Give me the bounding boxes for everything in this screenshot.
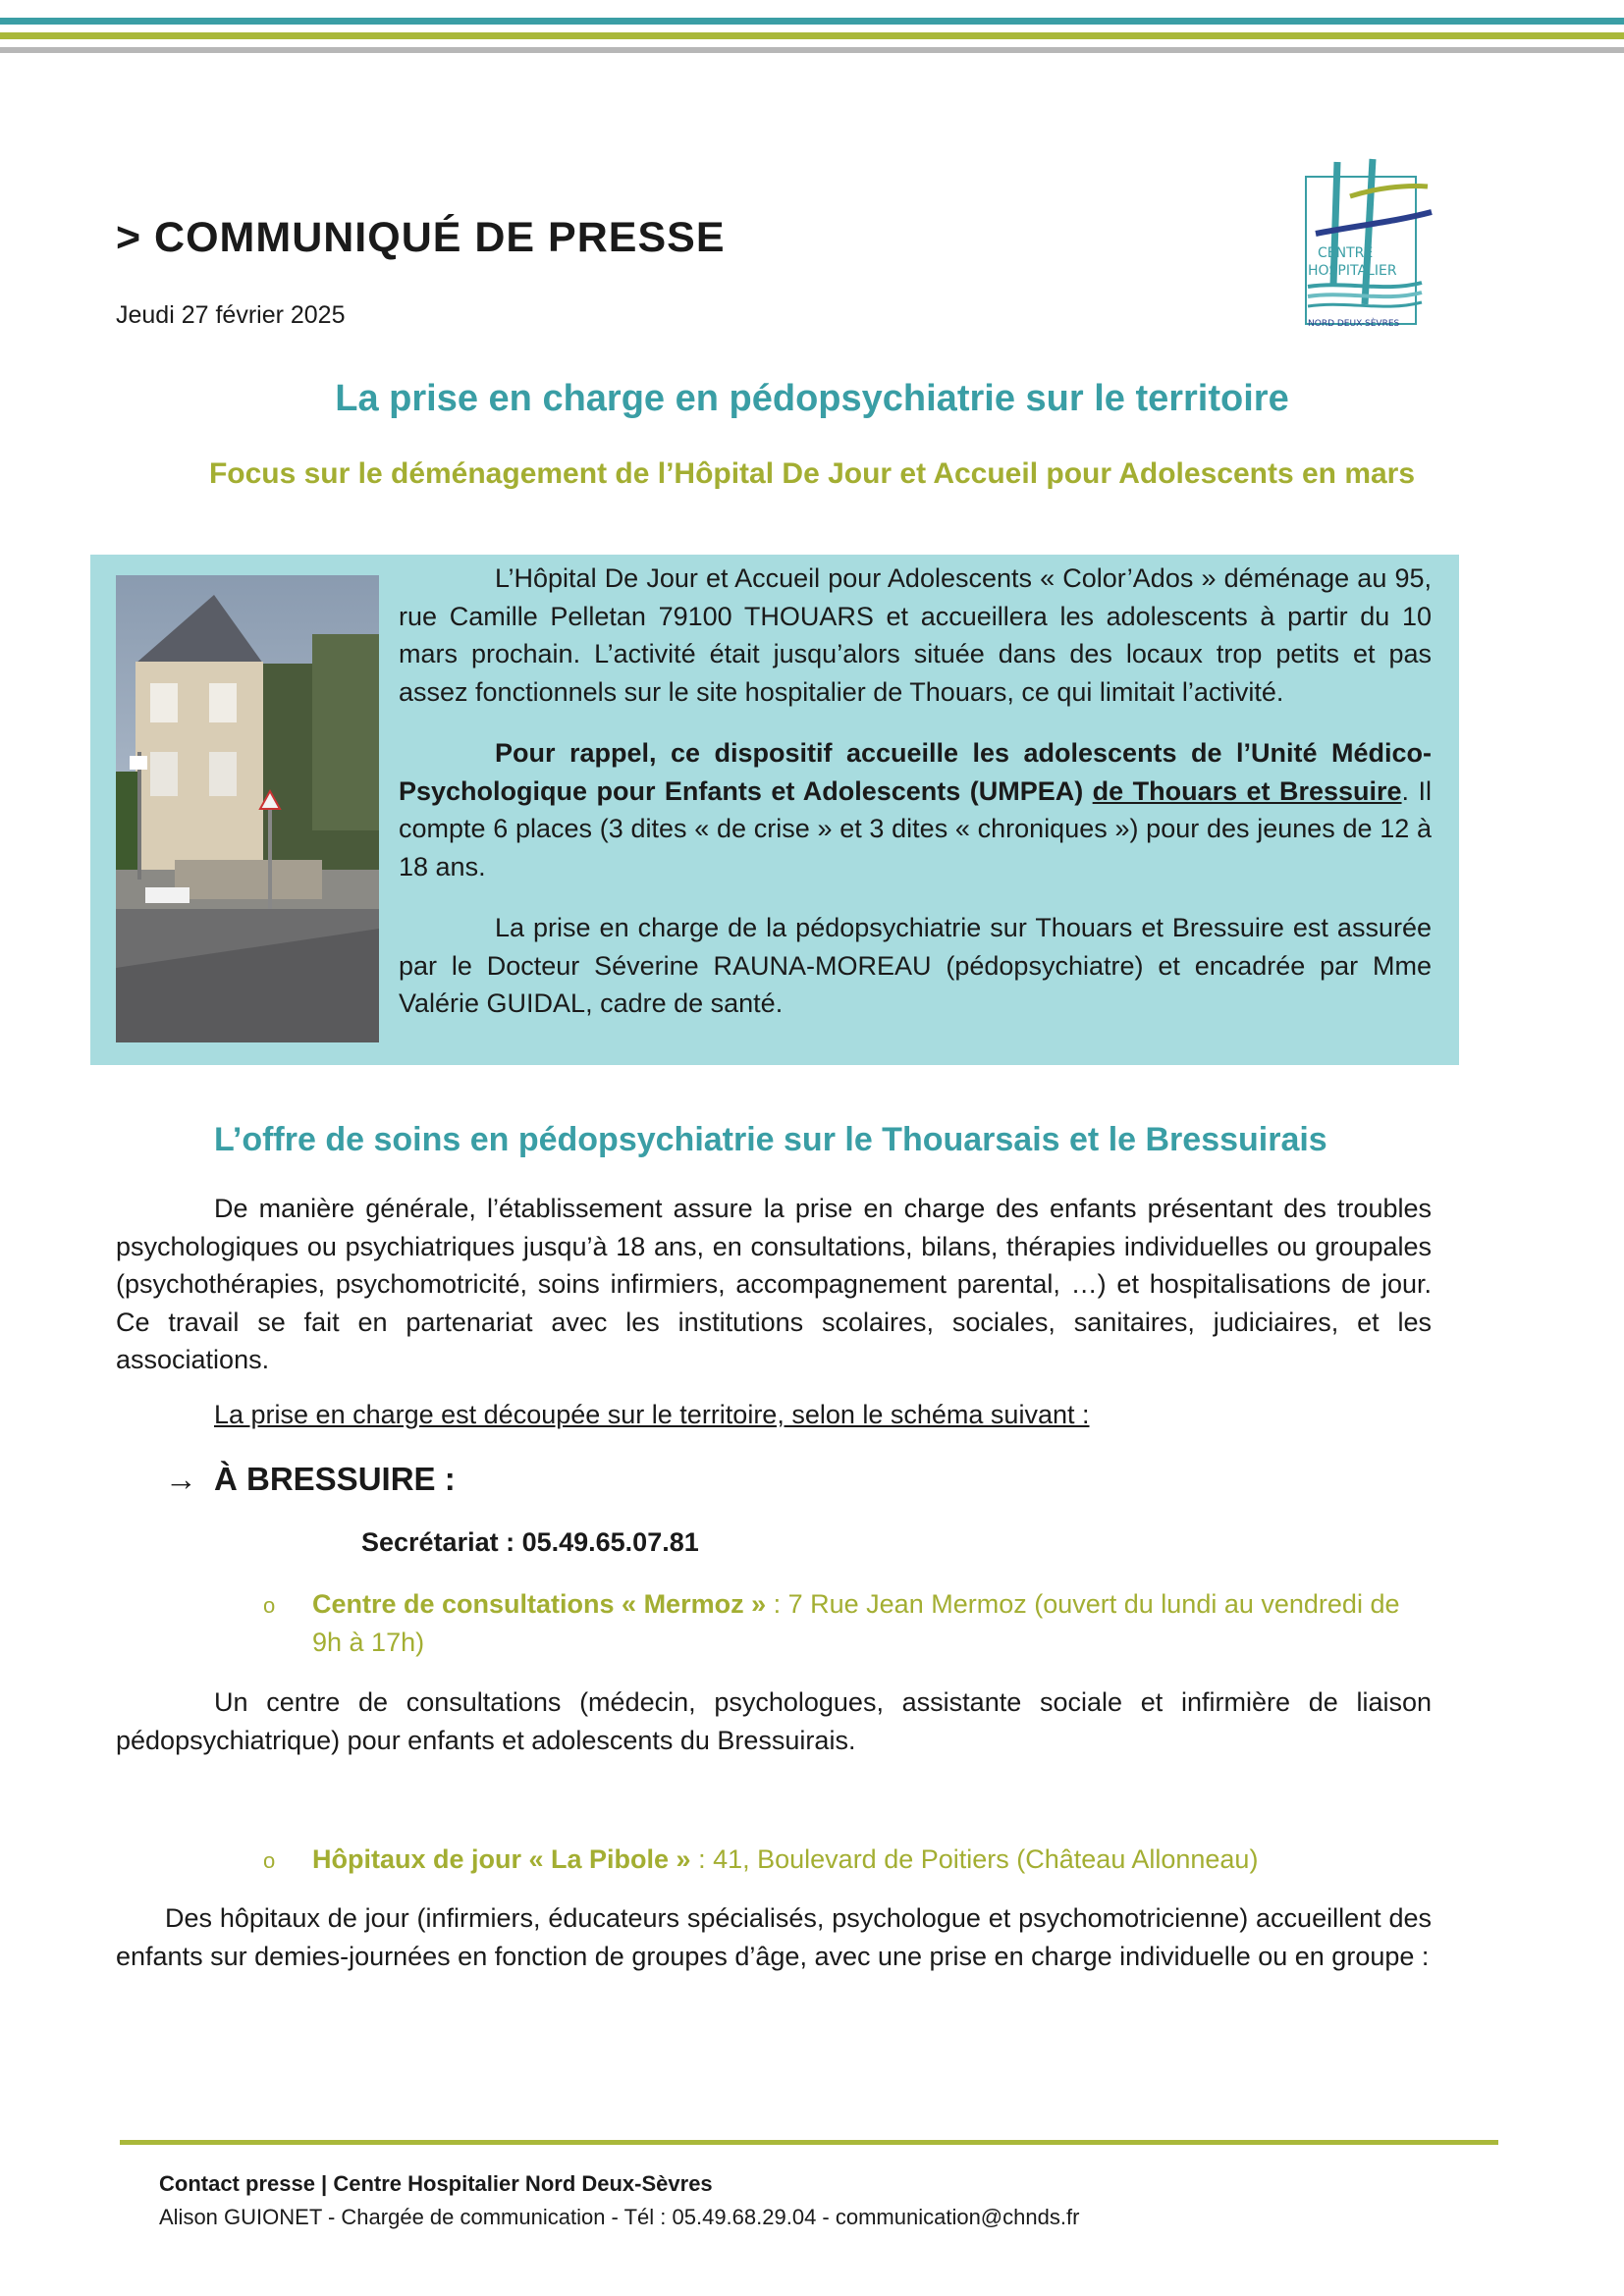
footer-contact-title: Contact presse | Centre Hospitalier Nord Deux-Sèvres — [159, 2171, 713, 2196]
bullet-1-address: : 7 Rue Jean Mermoz (ouvert du lundi au vendredi de 9h à 17h) — [312, 1589, 1400, 1657]
pibole-text: Des hôpitaux de jour (infirmiers, éducateurs spécialisés, psychologue et psychomotricienne) accueillent des enfants sur demies-journées en fonction de groupes d’âge, avec une prise en charge individuelle ou en groupe : — [116, 1903, 1432, 1971]
footer-divider — [120, 2140, 1498, 2145]
schema-intro: La prise en charge est découpée sur le territoire, selon le schéma suivant : — [214, 1400, 1090, 1429]
footer-contact-details: Alison GUIONET - Chargée de communication - Tél : 05.49.68.29.04 - communication@chnds.fr — [159, 2205, 1080, 2229]
header-stripe-grey — [0, 47, 1624, 53]
box-paragraph-2-underline: de Thouars et Bressuire — [1092, 775, 1402, 806]
box-paragraph-2-rest: . Il compte 6 places (3 dites « de crise » et 3 dites « chroniques ») pour des jeunes de 12 à 18 ans. — [399, 775, 1432, 881]
box-paragraph-3: La prise en charge de la pédopsychiatrie sur Thouars et Bressuire est assurée par le Docteur Séverine RAUNA-MOREAU (pédopsychiatre) et encadrée par Mme Valérie GUIDAL, cadre de santé. — [399, 913, 1432, 1018]
city-name: À BRESSUIRE : — [214, 1461, 456, 1497]
main-title: La prise en charge en pédopsychiatrie sur le territoire — [335, 378, 1289, 419]
bullet-icon: o — [263, 1848, 276, 1873]
secretariat-phone: Secrétariat : 05.49.65.07.81 — [361, 1527, 699, 1557]
mermoz-description — [116, 1683, 1432, 1759]
logo-text-3: NORD DEUX-SÈVRES — [1308, 319, 1400, 329]
box-paragraph-2 — [399, 734, 1432, 885]
box-text — [399, 560, 1432, 1046]
release-date: Jeudi 27 février 2025 — [116, 301, 346, 329]
bullet-1-title: Centre de consultations « Mermoz » — [312, 1589, 767, 1619]
bullet-item-pibole — [263, 1841, 1432, 1879]
bullet-icon: o — [263, 1593, 276, 1618]
bullet-2-address: : 41, Boulevard de Poitiers (Château Allonneau) — [690, 1844, 1259, 1874]
arrow-icon: → — [165, 1461, 197, 1497]
header-stripe-olive — [0, 32, 1624, 39]
hospital-logo — [1296, 157, 1434, 344]
logo-text-1: CENTRE — [1318, 245, 1374, 261]
building-photo — [116, 575, 379, 1042]
section-title: L’offre de soins en pédopsychiatrie sur le Thouarsais et le Bressuirais — [214, 1121, 1327, 1158]
city-heading — [165, 1461, 456, 1498]
bullet-2-title: Hôpitaux de jour « La Pibole » — [312, 1844, 691, 1874]
header-stripe-teal — [0, 18, 1624, 25]
box-paragraph-2-bold: Pour rappel, ce dispositif accueille les adolescents de l’Unité Médico-Psychologique pour Enfants et Adolescents (UMPEA) — [399, 738, 1432, 806]
intro-text: De manière générale, l’établissement assure la prise en charge des enfants présentant des troubles psychologiques ou psychiatriques jusqu’à 18 ans, en consultations, bilans, thérapies individuelles ou groupales (psychothérapies, psychomotricité, soins infirmiers, accompagnement parental, …) et hospitalisations de jour. Ce travail se fait en partenariat avec les institutions scolaires, sociales, sanitaires, judiciaires, et les associations. — [116, 1194, 1432, 1374]
mermoz-text: Un centre de consultations (médecin, psychologues, assistante sociale et infirmière de liaison pédopsychiatrique) pour enfants et adolescents du Bressuirais. — [116, 1687, 1432, 1755]
pibole-description — [116, 1899, 1432, 1975]
subtitle: Focus sur le déménagement de l’Hôpital De Jour et Accueil pour Adolescents en mars — [208, 457, 1416, 490]
intro-paragraph — [116, 1190, 1432, 1379]
bullet-item-mermoz — [263, 1585, 1432, 1661]
logo-text-2: HOSPITALIER — [1308, 263, 1397, 279]
press-release-heading: > COMMUNIQUÉ DE PRESSE — [116, 214, 726, 261]
box-paragraph-1: L’Hôpital De Jour et Accueil pour Adolescents « Color’Ados » déménage au 95, rue Camille Pelletan 79100 THOUARS et accueillera les adolescents à partir du 10 mars prochain. L’activité était jusqu’alors située dans des locaux trop petits et pas assez fonctionnels sur le site hospitalier de Thouars, ce qui limitait l’activité. — [399, 563, 1432, 707]
